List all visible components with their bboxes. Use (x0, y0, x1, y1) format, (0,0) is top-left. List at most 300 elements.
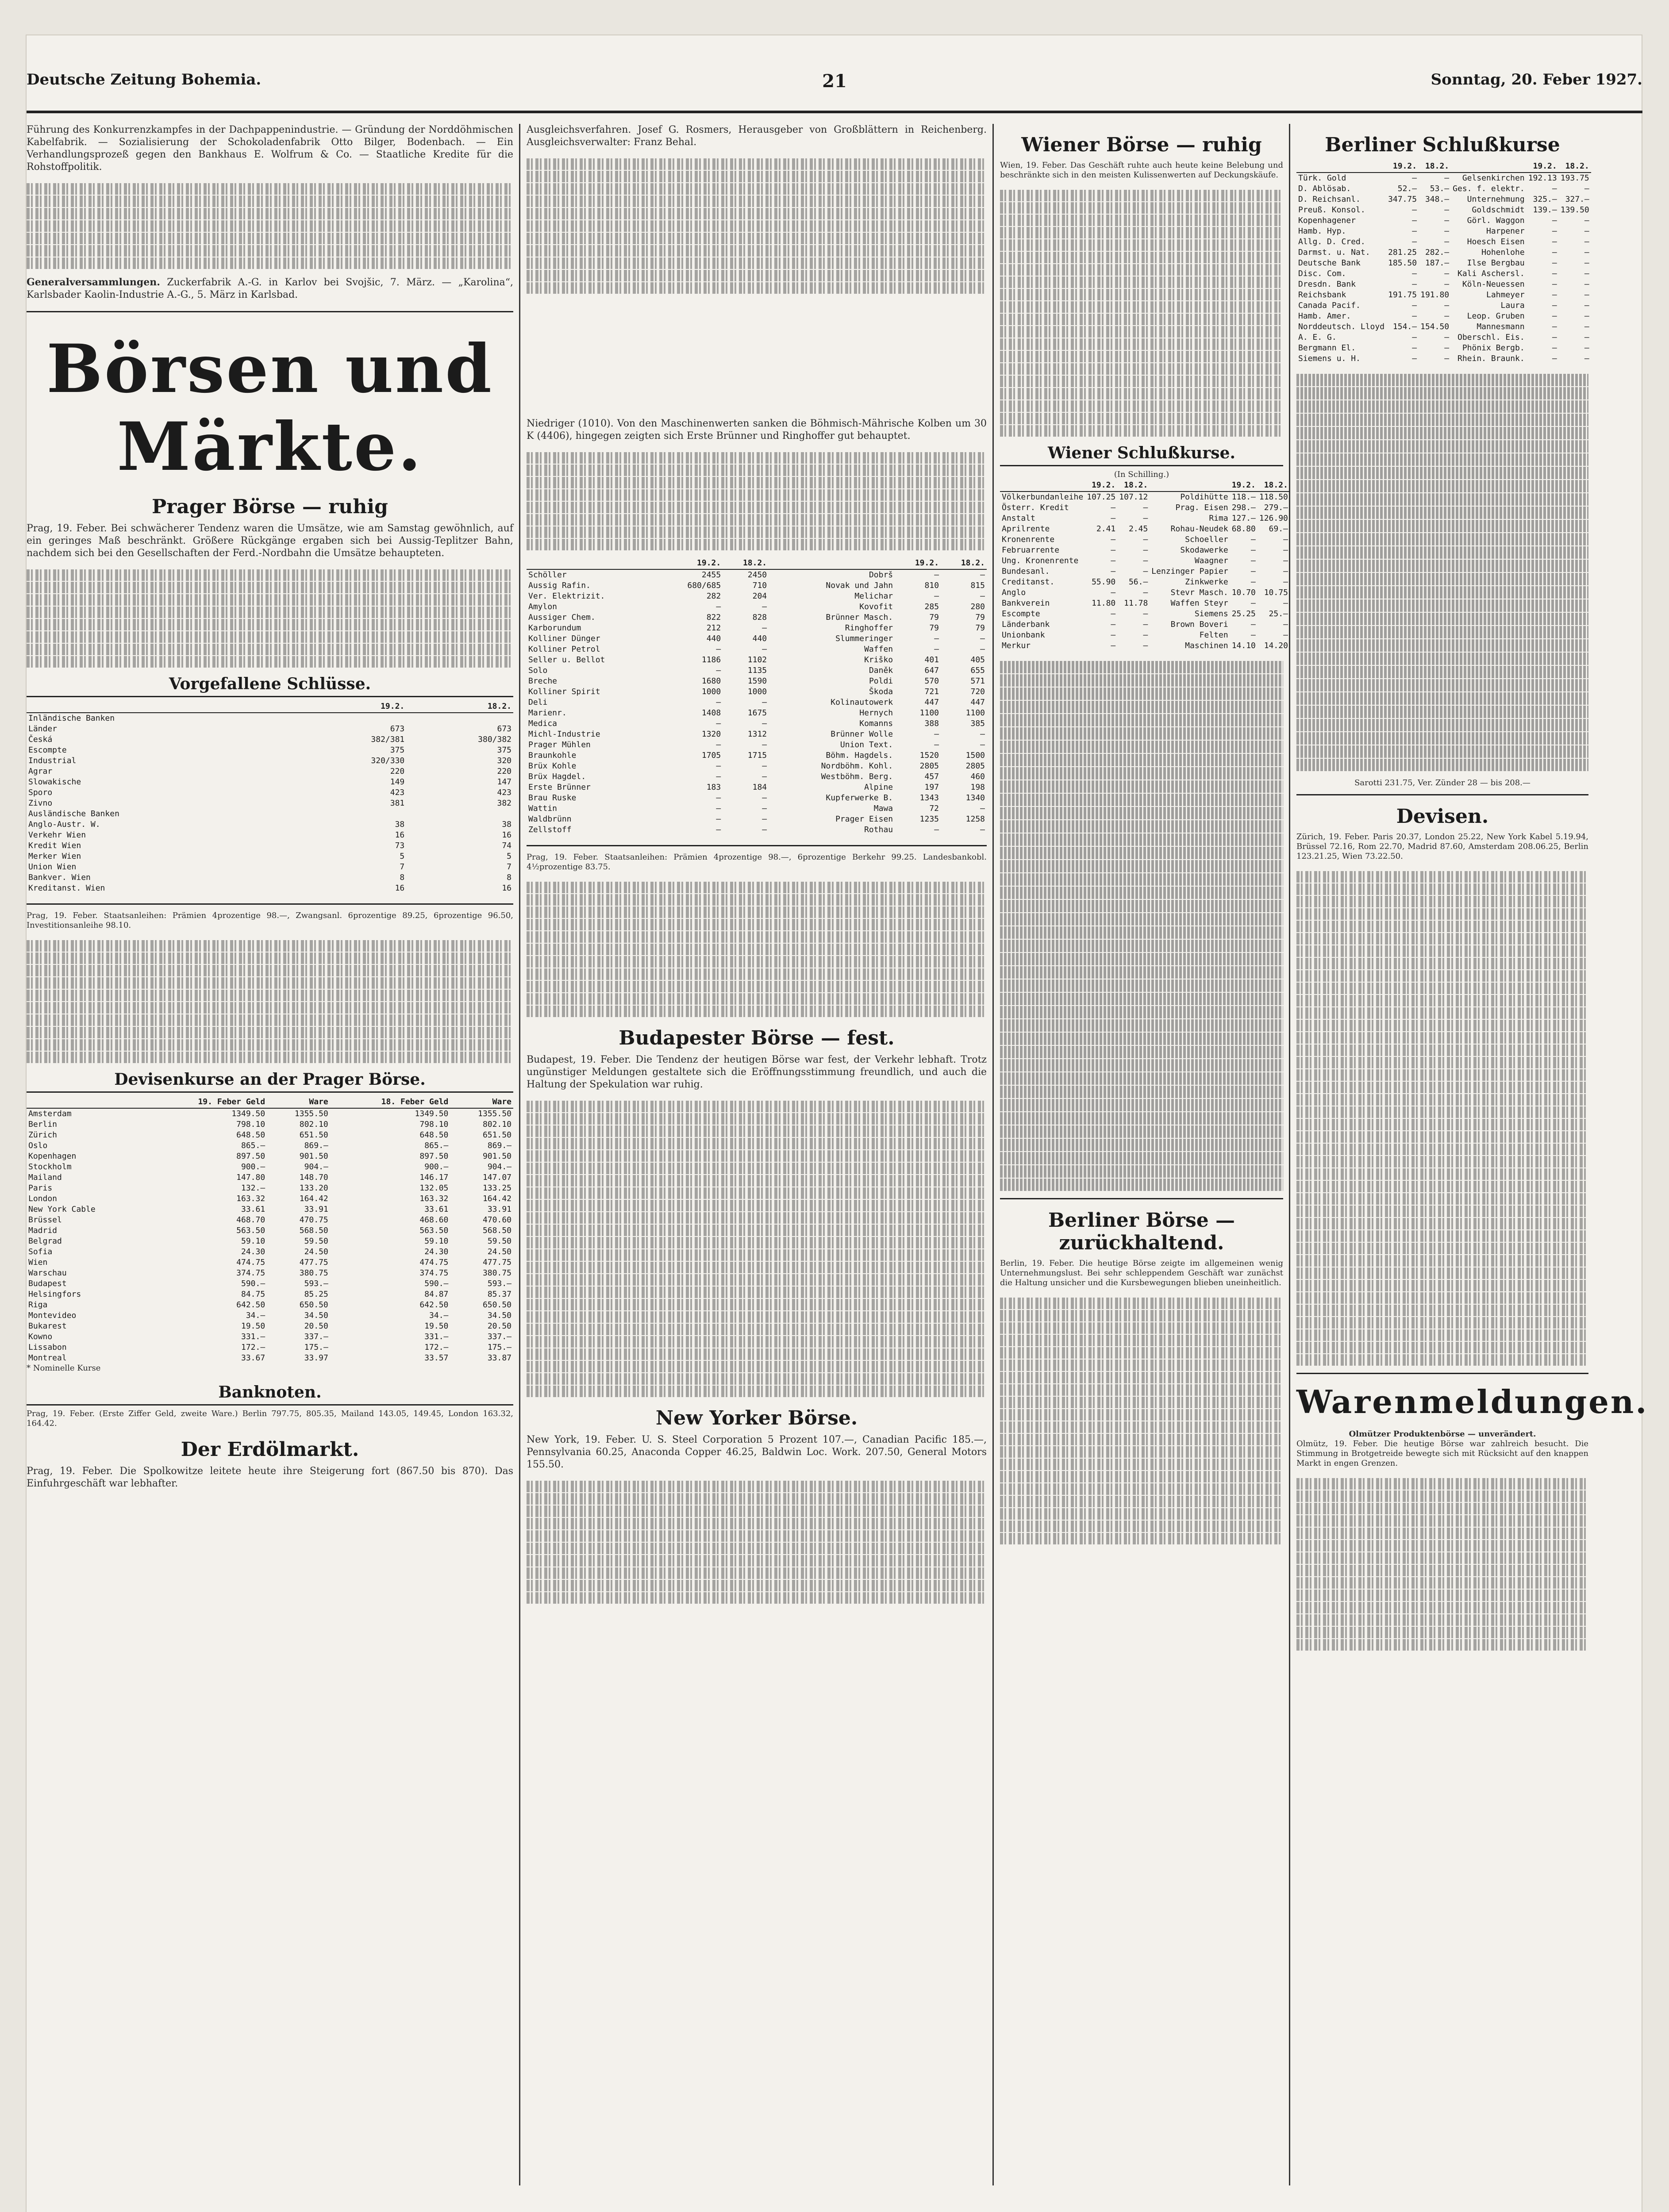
table-cell: 327.— (1565, 195, 1589, 204)
table-cell (406, 713, 513, 724)
table-row (1000, 556, 1290, 566)
table-cell: 382/381 (371, 735, 405, 744)
table-cell: 571 (970, 676, 985, 686)
table-cell: 648.50 (419, 1130, 449, 1140)
table-cell: 175.— (487, 1343, 511, 1352)
table-row (1000, 503, 1290, 513)
table-row (527, 740, 987, 750)
table-cell: 126.90 (1259, 514, 1288, 523)
table-cell: 901.50 (299, 1152, 328, 1161)
table-cell: — (1552, 248, 1557, 257)
table-cell: 405 (970, 655, 985, 664)
table-cell: 53.— (1430, 184, 1450, 193)
table-row (1296, 226, 1591, 237)
table-row (527, 580, 987, 591)
table-cell: Zürich (28, 1130, 58, 1140)
text-block (1296, 374, 1588, 771)
table-cell: Kowno (28, 1332, 53, 1341)
table-cell: — (762, 825, 767, 834)
table-row (1000, 641, 1290, 651)
table-cell: 10.70 (1231, 588, 1256, 597)
table-cell: — (716, 645, 721, 654)
table-row (1296, 184, 1591, 194)
table-cell: 24.50 (487, 1247, 511, 1256)
table-cell: Kriško (864, 655, 893, 664)
table-cell: 133.20 (299, 1183, 328, 1193)
table-cell: 25.— (1269, 609, 1288, 618)
table-cell: Wattin (528, 804, 558, 813)
text-block (527, 1481, 987, 1604)
table-cell: Bukarest (28, 1321, 67, 1331)
budapest-text: Budapest, 19. Feber. Die Tendenz der heutigen Börse war fest, der Verkehr lebhaft. Trotz ungünstiger Meldungen gestaltete sich die Eröffnungsstimmung freundlich, und auch die Haltung der Spekulation war ruhig. (527, 1054, 987, 1090)
table-cell: Rima (1209, 514, 1228, 523)
table-cell: 570 (924, 676, 939, 686)
table-row (1000, 534, 1290, 545)
table-cell: 375 (497, 745, 511, 755)
column-header: 19.2. (895, 557, 941, 569)
table-cell: 148.70 (299, 1173, 328, 1182)
table-cell: 280 (970, 602, 985, 611)
table-cell: 198 (970, 783, 985, 792)
table-row (27, 713, 513, 724)
budapest-heading: Budapester Börse — fest. (619, 1027, 895, 1049)
table-cell: Brüx Kohle (528, 761, 577, 771)
table-row (1000, 545, 1290, 556)
table-cell: 1100 (919, 708, 939, 718)
table-cell: 2.45 (1128, 524, 1148, 534)
table-row (527, 814, 987, 825)
table-cell: Merker Wien (28, 852, 81, 861)
table-cell: — (716, 666, 721, 675)
table-cell: Deli (528, 698, 548, 707)
table-cell: 79 (929, 613, 939, 622)
table-cell: 33.87 (487, 1353, 511, 1363)
table-cell: Amylon (528, 602, 558, 611)
table-cell: 59.50 (304, 1237, 328, 1246)
table-cell: Escompte (28, 745, 67, 755)
table-cell: Brown Boveri (1170, 620, 1228, 629)
table-row (1000, 513, 1290, 524)
table-cell: 14.20 (1264, 641, 1288, 650)
table-cell: — (1584, 280, 1589, 289)
table-row (527, 569, 987, 580)
table-cell: Mawa (873, 804, 893, 813)
table-cell: 147 (497, 777, 511, 787)
table-cell: — (934, 570, 939, 580)
table-cell: 84.75 (241, 1290, 265, 1299)
fx-table (27, 1096, 513, 1363)
table-cell: 220 (390, 767, 405, 776)
table-cell: 468.60 (419, 1215, 449, 1225)
table-cell: — (716, 772, 721, 781)
table-cell: — (934, 825, 939, 834)
table-cell: 1675 (747, 708, 767, 718)
table-cell: — (1584, 269, 1589, 278)
table-cell: Türk. Gold (1298, 173, 1346, 183)
table-row (27, 1204, 513, 1215)
table-cell: 34.— (429, 1311, 449, 1320)
table-row (1000, 598, 1290, 609)
table-cell: Kovofit (859, 602, 893, 611)
table-cell: Kopenhagen (28, 1152, 77, 1161)
berlin-note: Sarotti 231.75, Ver. Zünder 28 — bis 208.— (1354, 778, 1531, 787)
table-cell: 1355.50 (478, 1109, 511, 1118)
table-cell: 220 (497, 767, 511, 776)
table-cell: Schöller (528, 570, 567, 580)
table-cell: Marienr. (528, 708, 567, 718)
table-cell: Aussig Rafin. (528, 581, 591, 590)
table-cell: Darmst. u. Nat. (1298, 248, 1370, 257)
table-cell: Oslo (28, 1141, 48, 1150)
table-row (27, 1332, 513, 1342)
table-cell: Ung. Kronenrente (1002, 556, 1079, 565)
divider (1296, 794, 1588, 795)
berlin-close-table (1296, 161, 1591, 364)
table-row (1296, 269, 1591, 279)
table-cell: Kolliner Petrol (528, 645, 600, 654)
table-cell: 7 (507, 862, 511, 872)
table-cell: 673 (497, 724, 511, 733)
table-cell: Gelsenkirchen (1462, 173, 1525, 183)
masthead (27, 49, 1642, 113)
table-cell: 1100 (965, 708, 985, 718)
text-block (527, 1101, 987, 1397)
table-cell: — (1584, 237, 1589, 246)
table-row (1296, 343, 1591, 353)
table-cell: Lenzinger Papier (1151, 567, 1228, 576)
table-cell: Kronenrente (1002, 535, 1055, 544)
column-header: 19.2. (1230, 480, 1258, 492)
column-1 (27, 124, 513, 2185)
table-row (27, 1310, 513, 1321)
table-cell: 815 (970, 581, 985, 590)
table-cell: — (980, 825, 985, 834)
table-cell: 72 (929, 804, 939, 813)
table-cell: Stockholm (28, 1162, 72, 1171)
table-row (27, 1289, 513, 1300)
table-cell: Montevideo (28, 1311, 77, 1320)
table-cell: 1349.50 (231, 1109, 265, 1118)
table-cell: 11.80 (1092, 599, 1116, 608)
table-cell: Hamb. Amer. (1298, 311, 1351, 321)
table-cell: — (934, 634, 939, 643)
table-cell: — (980, 730, 985, 739)
table-cell: 127.— (1231, 514, 1256, 523)
table-cell: — (980, 740, 985, 749)
table-cell: Zellstoff (528, 825, 572, 834)
table-cell: Anstalt (1002, 514, 1035, 523)
table-cell: — (1111, 630, 1116, 640)
table-cell: 331.— (424, 1332, 449, 1341)
table-cell: 19.50 (241, 1321, 265, 1331)
table-cell: — (1111, 514, 1116, 523)
table-row (527, 729, 987, 740)
table-cell: 74 (502, 841, 511, 850)
table-cell: — (1143, 514, 1148, 523)
table-cell: — (1143, 556, 1148, 565)
column-header (1451, 161, 1527, 173)
deals-table-continued (527, 557, 987, 835)
table-cell: 68.80 (1231, 524, 1256, 534)
column-divider (992, 124, 994, 2185)
table-cell: — (1552, 237, 1557, 246)
table-cell: — (1552, 354, 1557, 363)
fx-note: * Nominelle Kurse (27, 1363, 101, 1373)
table-row (527, 687, 987, 697)
table-row (527, 697, 987, 708)
column-header: 18.2. (406, 701, 513, 713)
table-cell: Mailand (28, 1173, 62, 1182)
table-cell: Breche (528, 676, 558, 686)
table-cell: 193.75 (1560, 173, 1589, 183)
table-cell: — (716, 825, 721, 834)
table-header-row (527, 557, 987, 569)
berlin-heading: Berliner Börse — zurückhaltend. (1048, 1209, 1235, 1254)
table-cell: — (762, 793, 767, 803)
table-cell: 590.— (424, 1279, 449, 1288)
table-cell: — (1111, 556, 1116, 565)
table-cell: 1408 (701, 708, 721, 718)
table-cell: 904.— (487, 1162, 511, 1171)
column-header: 19.2. (661, 557, 723, 569)
table-cell: Brünner Wolle (831, 730, 893, 739)
table-cell: 1102 (747, 655, 767, 664)
table-cell: 865.— (241, 1141, 265, 1150)
table-cell: Prager Mühlen (528, 740, 591, 749)
text-block (1000, 1298, 1283, 1544)
table-cell: 798.10 (419, 1120, 449, 1129)
column-header: 18.2. (1419, 161, 1451, 173)
table-cell: 385 (970, 719, 985, 728)
table-cell: 348.— (1425, 195, 1450, 204)
table-cell: 33.67 (241, 1353, 265, 1363)
table-cell: — (1283, 630, 1288, 640)
table-cell: 568.50 (482, 1226, 511, 1235)
table-cell: Kolinautowerk (831, 698, 893, 707)
table-row (27, 766, 513, 777)
table-cell: Rothau (864, 825, 893, 834)
table-cell: — (1552, 301, 1557, 310)
table-cell: 380.75 (299, 1268, 328, 1278)
column-header: 19.2. (300, 701, 407, 713)
table-cell: — (1412, 216, 1417, 225)
table-row (27, 819, 513, 830)
table-cell: — (934, 645, 939, 654)
table-cell: — (1412, 205, 1417, 215)
table-cell: Hohenlohe (1481, 248, 1525, 257)
table-cell: 593.— (487, 1279, 511, 1288)
table-cell: — (762, 772, 767, 781)
table-cell: 440 (752, 634, 767, 643)
text-block (1000, 661, 1283, 1191)
table-cell: 192.13 (1528, 173, 1557, 183)
table-cell: — (1283, 556, 1288, 565)
table-cell: — (1143, 545, 1148, 555)
table-cell: — (1444, 216, 1450, 225)
table-cell: 388 (924, 719, 939, 728)
table-row (27, 1225, 513, 1236)
table-cell: 1000 (747, 687, 767, 696)
table-cell: Allg. D. Cred. (1298, 237, 1365, 246)
table-row (27, 756, 513, 766)
masthead-paper-name: Deutsche Zeitung Bohemia. (27, 71, 262, 88)
table-cell: Rohau-Neudek (1170, 524, 1228, 534)
table-cell: 16 (502, 830, 511, 840)
table-row (1000, 577, 1290, 588)
table-cell: 423 (390, 788, 405, 797)
table-cell: Union Wien (28, 862, 77, 872)
table-row (527, 750, 987, 761)
table-cell: 172.— (241, 1343, 265, 1352)
table-cell: 802.10 (299, 1120, 328, 1129)
table-cell: Seller u. Bellot (528, 655, 605, 664)
table-row (27, 1268, 513, 1279)
table-row (527, 772, 987, 782)
table-cell: 474.75 (419, 1258, 449, 1267)
table-cell: Kali Aschersl. (1457, 269, 1525, 278)
table-cell: 191.75 (1388, 290, 1417, 300)
table-cell: 447 (924, 698, 939, 707)
table-cell: 212 (706, 623, 721, 633)
table-cell: Prag. Eisen (1175, 503, 1228, 512)
table-cell: Nordböhm. Kohl. (821, 761, 893, 771)
table-row (527, 665, 987, 676)
text-block (527, 882, 987, 1017)
table-cell: Ilse Bergbau (1467, 258, 1525, 268)
table-cell: 382 (497, 799, 511, 808)
table-header-row (27, 701, 513, 713)
table-row (1296, 290, 1591, 300)
table-cell: — (762, 740, 767, 749)
table-cell: 563.50 (236, 1226, 265, 1235)
table-row (1000, 566, 1290, 577)
table-cell: Prager Eisen (835, 814, 893, 824)
table-cell: 593.— (304, 1279, 328, 1288)
table-cell: Siemens u. H. (1298, 354, 1361, 363)
table-cell: 642.50 (236, 1300, 265, 1310)
table-cell: — (980, 634, 985, 643)
table-cell: — (1552, 322, 1557, 331)
table-cell: 149 (390, 777, 405, 787)
table-cell: — (1444, 173, 1450, 183)
table-cell: Paris (28, 1183, 53, 1193)
table-cell: 118.50 (1259, 492, 1288, 502)
table-cell: 183 (706, 783, 721, 792)
table-row (27, 1279, 513, 1289)
table-cell: Schoeller (1185, 535, 1228, 544)
table-cell: Kolliner Spirit (528, 687, 600, 696)
table-row (27, 724, 513, 734)
table-cell: Länderbank (1002, 620, 1050, 629)
fx-heading-col4: Devisen. (1396, 805, 1489, 828)
table-cell: 16 (395, 883, 405, 893)
table-cell: 79 (975, 613, 985, 622)
table-cell: 374.75 (236, 1268, 265, 1278)
table-cell: 810 (924, 581, 939, 590)
table-cell: Ausländische Banken (28, 809, 119, 818)
table-cell: Westböhm. Berg. (821, 772, 893, 781)
table-cell: 337.— (304, 1332, 328, 1341)
table-cell: — (1552, 184, 1557, 193)
text-block (27, 183, 513, 269)
banknotes-heading: Banknoten. (27, 1383, 513, 1406)
table-cell: Österr. Kredit (1002, 503, 1069, 512)
column-header: 19. Feber Geld (147, 1096, 267, 1108)
table-cell: 281.25 (1388, 248, 1417, 257)
table-cell: Siemens (1194, 609, 1228, 618)
table-cell: Dobrš (869, 570, 893, 580)
table-cell: 132.— (241, 1183, 265, 1193)
table-row (1000, 609, 1290, 619)
table-cell: 133.25 (482, 1183, 511, 1193)
column-header: 18.2. (1559, 161, 1591, 173)
table-row (27, 883, 513, 894)
table-cell: — (1143, 609, 1148, 618)
table-cell: Canada Pacif. (1298, 301, 1361, 310)
vienna-close-heading: Wiener Schlußkurse. (1000, 444, 1283, 466)
table-cell: — (1444, 205, 1450, 215)
table-cell: — (1552, 258, 1557, 268)
column-header: Ware (267, 1096, 330, 1108)
table-cell: Kopenhagener (1298, 216, 1356, 225)
table-cell: 185.50 (1388, 258, 1417, 268)
table-cell: 24.30 (424, 1247, 449, 1256)
column-header: 18.2. (941, 557, 987, 569)
table-row (27, 1194, 513, 1204)
table-cell: — (1584, 354, 1589, 363)
table-row (27, 1353, 513, 1363)
table-cell: Bergmann El. (1298, 343, 1356, 353)
table-cell: 24.50 (304, 1247, 328, 1256)
table-cell: Česká (28, 735, 53, 744)
table-cell: 8 (400, 873, 405, 882)
prague-text: Prag, 19. Feber. Bei schwächerer Tendenz waren die Umsätze, wie am Samstag gewöhnlich, auf ein geringes Maß beschränkt. Größere Rückgänge ergaben sich bei Aussig-Teplitzer Bahn, nachdem sich bei den Gesellschaften der Ferd.-Nordbahn die Umsätze behaupteten. (27, 523, 513, 559)
table-cell: Länder (28, 724, 58, 733)
table-cell (406, 809, 513, 819)
table-row (27, 1215, 513, 1225)
table-cell: — (716, 698, 721, 707)
table-cell: Karborundum (528, 623, 581, 633)
column-header: Ware (450, 1096, 513, 1108)
table-cell: 163.32 (236, 1194, 265, 1203)
table-cell: Budapest (28, 1279, 67, 1288)
table-cell: 802.10 (482, 1120, 511, 1129)
table-header-row (1000, 480, 1290, 492)
table-row (527, 793, 987, 803)
table-cell: — (1584, 248, 1589, 257)
table-cell: Waagner (1194, 556, 1228, 565)
table-cell: — (980, 804, 985, 813)
table-cell: Stevr Masch. (1170, 588, 1228, 597)
table-cell: Michl-Industrie (528, 730, 600, 739)
masthead-page-number: 21 (822, 71, 847, 92)
table-header-row (27, 1096, 513, 1108)
table-cell: 59.50 (487, 1237, 511, 1246)
column-header: 18. Feber Geld (330, 1096, 450, 1108)
column-header: 18.2. (723, 557, 769, 569)
table-cell: Zinkwerke (1185, 577, 1228, 587)
table-cell: 33.91 (487, 1205, 511, 1214)
table-cell: Merkur (1002, 641, 1031, 650)
goods-text: Olmütz, 19. Feber. Die heutige Börse war zahlreich besucht. Die Stimmung in Brotgetreide bewegte sich mit Rücksicht auf den knappen Markt in engen Grenzen. (1296, 1439, 1588, 1468)
table-cell: — (1251, 599, 1256, 608)
table-cell: Bankver. Wien (28, 873, 91, 882)
table-cell: — (1444, 227, 1450, 236)
table-cell: — (1584, 184, 1589, 193)
table-cell: — (1412, 354, 1417, 363)
table-row (527, 708, 987, 718)
table-row (1296, 353, 1591, 364)
